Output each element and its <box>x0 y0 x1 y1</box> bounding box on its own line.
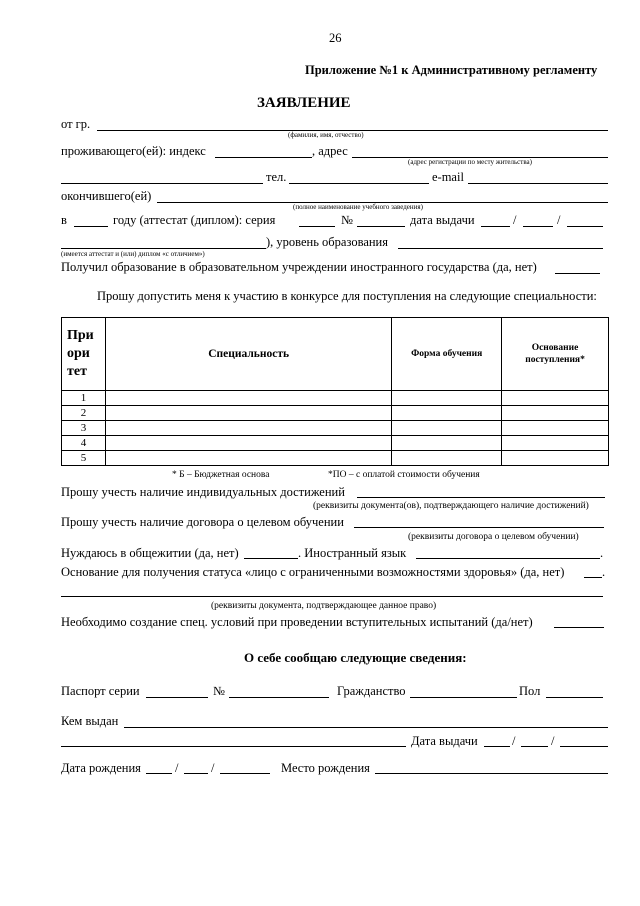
date-slash: / <box>211 761 215 775</box>
admission-basis-header: Основание поступления* <box>502 318 609 391</box>
special-conditions-field[interactable] <box>554 627 604 628</box>
email-label: e-mail <box>432 170 464 184</box>
certificate-year-field[interactable] <box>567 226 603 227</box>
birth-day-field[interactable] <box>146 773 172 774</box>
passport-number-label: № <box>213 684 225 698</box>
achievements-label: Прошу учесть наличие индивидуальных достижений <box>61 485 345 499</box>
issued-by-field[interactable] <box>124 727 608 728</box>
certificate-series-label: году (аттестат (диплом): серия <box>113 213 276 227</box>
study-form-header: Форма обучения <box>392 318 502 391</box>
sex-field[interactable] <box>546 697 603 698</box>
birth-month-field[interactable] <box>184 773 208 774</box>
document-title: ЗАЯВЛЕНИЕ <box>257 95 351 111</box>
school-caption: (полное наименование учебного заведения) <box>293 203 423 211</box>
birth-year-field[interactable] <box>220 773 270 774</box>
foreign-education-field[interactable] <box>555 273 600 274</box>
birth-date-label: Дата рождения <box>61 761 141 775</box>
about-heading: О себе сообщаю следующие сведения: <box>244 650 467 665</box>
table-row <box>62 406 609 421</box>
period: . <box>602 565 606 579</box>
passport-number-field[interactable] <box>229 697 329 698</box>
row-number: 5 <box>62 451 106 466</box>
disability-answer-field[interactable] <box>584 577 602 578</box>
address-caption: (адрес регистрации по месту жительства) <box>408 158 532 166</box>
graduation-year-field[interactable] <box>74 226 108 227</box>
specialty-header: Специальность <box>105 318 391 391</box>
certificate-date-label: дата выдачи <box>410 213 475 227</box>
specialty-cell[interactable] <box>105 451 391 466</box>
phone-field[interactable] <box>289 183 429 184</box>
birth-place-label: Место рождения <box>281 761 370 775</box>
postal-index-field[interactable] <box>215 157 312 158</box>
graduated-label: окончившего(ей) <box>61 189 152 203</box>
specialty-cell[interactable] <box>105 406 391 421</box>
certificate-day-field[interactable] <box>481 226 510 227</box>
study-form-cell[interactable] <box>392 436 502 451</box>
date-slash: / <box>175 761 179 775</box>
residing-label: проживающего(ей): индекс <box>61 144 206 158</box>
study-form-cell[interactable] <box>392 451 502 466</box>
priority-header: При ори тет <box>62 318 106 391</box>
contract-caption: (реквизиты договора о целевом обучении) <box>408 532 579 542</box>
education-level-field[interactable] <box>398 248 603 249</box>
education-level-label: ), уровень образования <box>266 235 388 249</box>
phone-prefix-field[interactable] <box>61 183 263 184</box>
certificate-month-field[interactable] <box>523 226 553 227</box>
email-field[interactable] <box>468 183 608 184</box>
disability-document-field[interactable] <box>61 596 603 597</box>
address-label: , адрес <box>312 144 348 158</box>
row-number: 3 <box>62 421 106 436</box>
specialty-cell[interactable] <box>105 391 391 406</box>
admission-basis-cell[interactable] <box>502 451 609 466</box>
table-row <box>62 421 609 436</box>
admission-basis-cell[interactable] <box>502 391 609 406</box>
specialty-cell[interactable] <box>105 436 391 451</box>
page-number: 26 <box>329 31 342 45</box>
sex-label: Пол <box>519 684 541 698</box>
passport-issue-day-field[interactable] <box>484 746 510 747</box>
certificate-series-field[interactable] <box>299 226 335 227</box>
appendix-header: Приложение №1 к Административному регламенту <box>305 63 598 77</box>
dormitory-label: Нуждаюсь в общежитии (да, нет) <box>61 546 239 560</box>
full-name-caption: (фамилия, имя, отчество) <box>288 131 364 139</box>
request-text: Прошу допустить меня к участию в конкурсе для поступления на следующие специальности: <box>97 289 597 303</box>
issued-by-continued-field[interactable] <box>61 746 406 747</box>
from-label: от гр. <box>61 117 91 131</box>
contract-field[interactable] <box>354 527 604 528</box>
passport-issue-date-label: Дата выдачи <box>411 734 478 748</box>
language-label: . Иностранный язык <box>298 546 407 560</box>
disability-caption: (реквизиты документа, подтверждающее данное право) <box>211 601 437 611</box>
row-number: 4 <box>62 436 106 451</box>
date-slash: / <box>512 734 516 748</box>
phone-label: тел. <box>266 170 287 184</box>
disability-label: Основание для получения статуса «лицо с ограниченными возможностями здоровья» (да, нет) <box>61 565 565 579</box>
issued-by-label: Кем выдан <box>61 714 119 728</box>
admission-basis-cell[interactable] <box>502 421 609 436</box>
study-form-cell[interactable] <box>392 421 502 436</box>
table-row <box>62 436 609 451</box>
admission-basis-cell[interactable] <box>502 406 609 421</box>
citizenship-label: Гражданство <box>337 684 406 698</box>
table-row <box>62 391 609 406</box>
footnote-budget: * Б – Бюджетная основа <box>172 470 270 480</box>
foreign-education-label: Получил образование в образовательном учреждении иностранного государства (да, нет) <box>61 260 537 274</box>
passport-issue-month-field[interactable] <box>521 746 548 747</box>
specialty-cell[interactable] <box>105 421 391 436</box>
citizenship-field[interactable] <box>410 697 517 698</box>
study-form-cell[interactable] <box>392 391 502 406</box>
passport-series-label: Паспорт серии <box>61 684 140 698</box>
passport-series-field[interactable] <box>146 697 208 698</box>
date-slash: / <box>551 734 555 748</box>
contract-label: Прошу учесть наличие договора о целевом обучении <box>61 515 344 529</box>
table-row <box>62 451 609 466</box>
achievements-caption: (реквизиты документа(ов), подтверждающего наличие достижений) <box>313 501 589 511</box>
specialties-table <box>61 317 609 466</box>
admission-basis-cell[interactable] <box>502 436 609 451</box>
honors-field[interactable] <box>61 248 266 249</box>
date-slash: / <box>557 213 561 227</box>
certificate-number-label: № <box>341 213 353 227</box>
study-form-cell[interactable] <box>392 406 502 421</box>
achievements-field[interactable] <box>357 497 605 498</box>
row-number: 1 <box>62 391 106 406</box>
in-label: в <box>61 213 67 227</box>
date-slash: / <box>513 213 517 227</box>
honors-caption: (имеется аттестат и (или) диплом «с отличием») <box>61 250 205 258</box>
period: . <box>600 546 604 560</box>
row-number: 2 <box>62 406 106 421</box>
footnote-paid: *ПО – с оплатой стоимости обучения <box>328 470 480 480</box>
birth-place-field[interactable] <box>375 773 608 774</box>
passport-issue-year-field[interactable] <box>560 746 608 747</box>
table-header-row <box>62 318 609 391</box>
special-conditions-label: Необходимо создание спец. условий при проведении вступительных испытаний (да/нет) <box>61 615 533 629</box>
language-field[interactable] <box>416 558 600 559</box>
certificate-number-field[interactable] <box>357 226 405 227</box>
dormitory-field[interactable] <box>244 558 298 559</box>
